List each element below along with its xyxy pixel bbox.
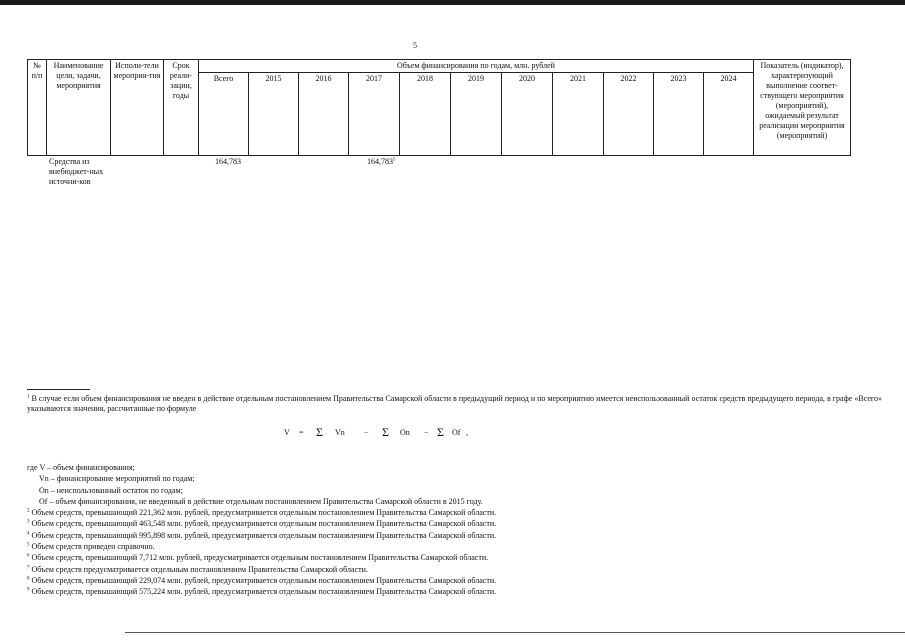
header-year-2015: 2015 <box>249 73 299 156</box>
footnote-1-text: В случае если объем финансирования не введен в действие отдельным постановлением Правительства Самарской области в предыдущий период и по мероприятию имеется неиспользованный остаток средств предыдущего периода, в графе «Всего» указываются значения, рассчитанные по формуле <box>27 394 882 413</box>
footnote-9-mark: 9 <box>27 587 30 593</box>
header-name: Наименование цели, задачи, мероприятия <box>47 60 111 156</box>
header-year-2016: 2016 <box>299 73 349 156</box>
formula-on: On <box>400 428 410 437</box>
formula-sum-2: Σ <box>382 425 389 439</box>
header-year-2019: 2019 <box>451 73 502 156</box>
formula-eq: = <box>299 428 304 437</box>
definition-of: Of – объем финансирования, не введенный в действие отдельным постановлением Правительства Самарской области в 2015 году. <box>39 496 483 506</box>
formula-vn: Vn <box>335 428 345 437</box>
footnote-2 <box>27 507 727 518</box>
definition-vn: Vn – финансирование мероприятий по годам; <box>39 474 195 484</box>
footnote-6 <box>27 552 727 563</box>
header-executors: Исполи-тели мероприя-тия <box>111 60 164 156</box>
header-year-2022: 2022 <box>604 73 654 156</box>
header-num: № п/п <box>28 60 47 156</box>
footnote-5 <box>27 541 727 552</box>
top-scan-border <box>0 0 905 5</box>
header-year-total: Всего <box>199 73 249 156</box>
footnote-9-text: Объем средств, превышающий 575,224 млн. рублей, предусматривается отдельным постановлением Правительства Самарской области. <box>31 587 497 597</box>
formula-of: Of <box>452 428 461 437</box>
header-year-2020: 2020 <box>502 73 553 156</box>
footnotes-block <box>27 462 727 598</box>
footnote-8-text: Объем средств, превышающий 229,074 млн. рублей, предусматривается отдельным постановлением Правительства Самарской области. <box>31 575 497 585</box>
footnote-6-text: Объем средств, превышающий 7,712 млн. рублей, предусматривается отдельным постановлением Правительства Самарской области. <box>31 553 489 563</box>
footnote-5-text: Объем средств приведен справочно. <box>31 542 155 552</box>
header-year-2024: 2024 <box>704 73 754 156</box>
footnote-5-mark: 5 <box>27 542 30 548</box>
footnote-8-mark: 8 <box>27 576 30 582</box>
formula-v: V <box>284 428 290 437</box>
header-indicator: Показатель (индикатор), характеризующий выполнение соответ-ствующего мероприятия (мероприятий), ожидаемый результат реализации мероприятия (мероприятий) <box>754 60 851 156</box>
footnote-2-text: Объем средств, превышающий 221,362 млн. рублей, предусматривается отдельным постановлением Правительства Самарской области. <box>31 508 497 518</box>
footnote-3 <box>27 518 727 529</box>
row-name: Средства из внебюджет-ных источни-ков <box>49 157 104 186</box>
footnote-3-text: Объем средств, превышающий 463,548 млн. рублей, предусматривается отдельным постановлением Правительства Самарской области. <box>31 519 497 529</box>
definition-v: где V – объем финансирования; <box>27 463 135 472</box>
footnote-4 <box>27 530 727 541</box>
formula-comma: , <box>466 428 468 437</box>
header-funding-group: Объем финансирования по годам, млн. рублей <box>199 60 754 73</box>
page-number: 5 <box>413 41 417 50</box>
header-year-2018: 2018 <box>400 73 451 156</box>
footnote-7-mark: 7 <box>27 565 30 571</box>
row-2017-footnote-mark: 5 <box>393 157 396 163</box>
footnote-4-mark: 4 <box>27 531 30 537</box>
footnote-1 <box>27 394 882 414</box>
row-2017-value <box>367 157 396 167</box>
header-year-2023: 2023 <box>654 73 704 156</box>
formula-sum-1: Σ <box>316 425 323 439</box>
formula-minus-1: − <box>364 428 369 437</box>
row-2017-amount: 164,783 <box>367 157 393 166</box>
funding-table <box>27 59 851 156</box>
footnote-8 <box>27 575 727 586</box>
footnote-6-mark: 6 <box>27 553 30 559</box>
footnote-3-mark: 3 <box>27 519 30 525</box>
header-year-2017: 2017 <box>349 73 400 156</box>
definition-on: On – неиспользованный остаток по годам; <box>39 485 183 495</box>
header-row <box>28 60 851 73</box>
formula-minus-2: − <box>424 428 429 437</box>
footnote-separator <box>27 389 90 390</box>
header-term: Срок реали-зации, годы <box>164 60 199 156</box>
footnote-7 <box>27 564 727 575</box>
footnote-4-text: Объем средств, превышающий 995,898 млн. рублей, предусматривается отдельным постановлением Правительства Самарской области. <box>31 530 497 540</box>
footnote-9 <box>27 586 727 597</box>
footnote-7-text: Объем средств предусматривается отдельным постановлением Правительства Самарской области. <box>31 564 368 574</box>
row-total-value: 164,783 <box>215 157 241 166</box>
formula-sum-3: Σ <box>437 425 444 439</box>
footnote-1-mark: 1 <box>27 394 30 400</box>
bottom-scan-line <box>125 632 905 633</box>
header-year-2021: 2021 <box>553 73 604 156</box>
footnote-2-mark: 2 <box>27 508 30 514</box>
